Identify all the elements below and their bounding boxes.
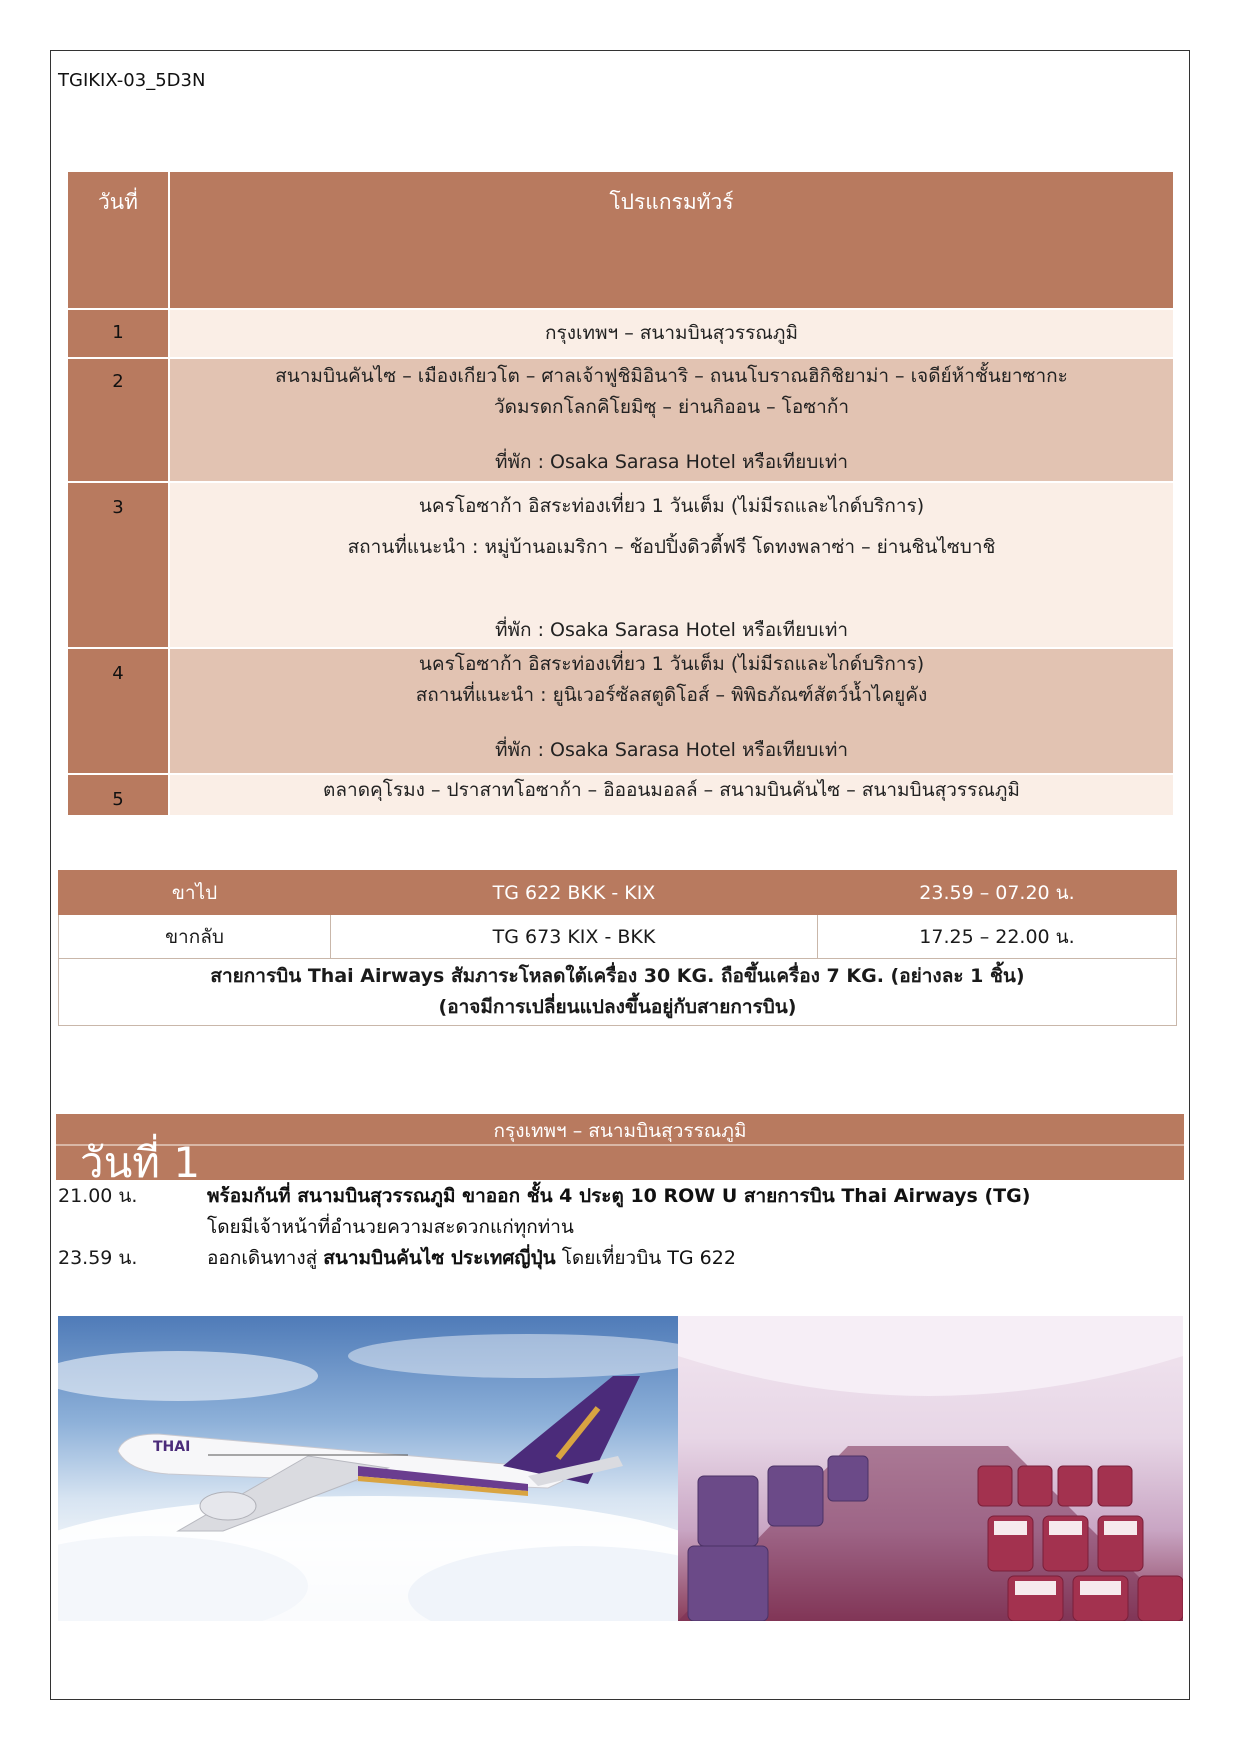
flight-time: 23.59 – 07.20 น. (818, 871, 1177, 915)
flight-row-return (59, 915, 1177, 959)
day-number: 3 (112, 497, 124, 518)
schedule-subtext: โดยมีเจ้าหน้าที่อำนวยความสะดวกแก่ทุกท่าน (207, 1216, 574, 1238)
flight-label: ขากลับ (59, 915, 331, 959)
day1-banner (56, 1114, 1184, 1187)
schedule-text: โดยเที่ยวบิน TG 622 (555, 1247, 736, 1269)
flight-row-outbound (59, 871, 1177, 915)
program-table (66, 170, 1175, 817)
flight-time: 17.25 – 22.00 น. (818, 915, 1177, 959)
program-line: สถานที่แนะนำ : หมู่บ้านอเมริกา – ช้อปปิ้งดิวตี้ฟรี โดทงพลาซ่า – ย่านชินไซบาชิ (347, 536, 996, 558)
schedule-bold-text: สนามบินคันไซ ประเทศญี่ปุ่น (323, 1247, 556, 1269)
airline-logo-text: THAI (153, 1439, 191, 1455)
program-line: ที่พัก : Osaka Sarasa Hotel หรือเทียบเท่า (494, 739, 849, 761)
schedule-bold-text: พร้อมกันที่ สนามบินสุวรรณภูมิ ขาออก ชั้น 4 ประตู 10 ROW U สายการบิน Thai Airways (TG) (207, 1185, 1031, 1207)
schedule-item (207, 1243, 736, 1273)
program-line: สนามบินคันไซ – เมืองเกียวโต – ศาลเจ้าฟูชิมิอินาริ – ถนนโบราณฮิกิชิยาม่า – เจดีย์ห้าชั้นยาซากะ (275, 365, 1068, 387)
program-line: นครโอซาก้า อิสระท่องเที่ยว 1 วันเต็ม (ไม่มีรถและไกด์บริการ) (418, 653, 925, 675)
day-number: 2 (112, 371, 124, 392)
table-row (67, 648, 1174, 774)
baggage-note: สายการบิน Thai Airways สัมภาระโหลดใต้เครื่อง 30 KG. ถือขึ้นเครื่อง 7 KG. (อย่างละ 1 ชิ้น) (210, 965, 1025, 987)
cabin-photo (678, 1316, 1183, 1621)
program-line: นครโอซาก้า อิสระท่องเที่ยว 1 วันเต็ม (ไม่มีรถและไกด์บริการ) (418, 495, 925, 517)
header-program: โปรแกรมทัวร์ (169, 171, 1174, 309)
flight-number: TG 622 BKK - KIX (331, 871, 818, 915)
program-line: วัดมรดกโลกคิโยมิซุ – ย่านกิออน – โอซาก้า (493, 396, 850, 418)
table-row (67, 358, 1174, 482)
header-day: วันที่ (67, 171, 169, 309)
day-number: 5 (112, 789, 124, 810)
table-row (67, 309, 1174, 358)
schedule-item (207, 1181, 1030, 1211)
program-line: กรุงเทพฯ – สนามบินสุวรรณภูมิ (545, 322, 798, 344)
day1-banner-day: วันที่ 1 (80, 1138, 201, 1187)
airplane-photo (58, 1316, 678, 1621)
day1-banner-title: กรุงเทพฯ – สนามบินสุวรรณภูมิ (493, 1120, 747, 1142)
flight-label: ขาไป (59, 871, 331, 915)
document-code: TGIKIX-03_5D3N (58, 70, 206, 91)
flight-table (58, 870, 1177, 1026)
program-line: ตลาดคุโรมง – ปราสาทโอซาก้า – อิออนมอลล์ – สนามบินคันไซ – สนามบินสุวรรณภูมิ (323, 779, 1020, 801)
flight-note-row (59, 959, 1177, 1026)
table-row (67, 482, 1174, 648)
schedule-time: 21.00 น. (58, 1185, 138, 1207)
day-number: 4 (112, 663, 124, 684)
schedule-time: 23.59 น. (58, 1247, 138, 1269)
schedule-text: ออกเดินทางสู่ (207, 1247, 324, 1269)
day-number: 1 (112, 322, 124, 343)
flight-number: TG 673 KIX - BKK (331, 915, 818, 959)
table-row (67, 774, 1174, 816)
program-line: ที่พัก : Osaka Sarasa Hotel หรือเทียบเท่า (494, 619, 849, 641)
change-note: (อาจมีการเปลี่ยนแปลงขึ้นอยู่กับสายการบิน) (438, 996, 797, 1018)
program-line: ที่พัก : Osaka Sarasa Hotel หรือเทียบเท่า (494, 451, 849, 473)
program-line: สถานที่แนะนำ : ยูนิเวอร์ซัลสตูดิโอส์ – พิพิธภัณฑ์สัตว์น้ำไคยูคัง (415, 684, 928, 706)
